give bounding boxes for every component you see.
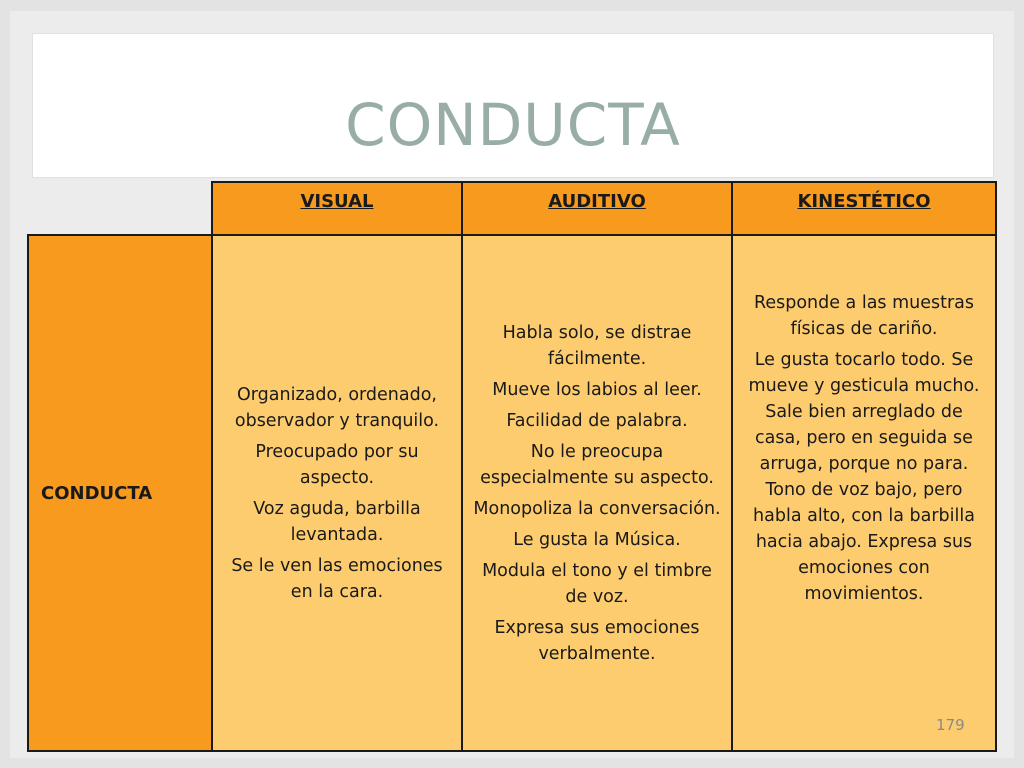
- cell-kinestetico: [731, 234, 997, 752]
- header-auditivo-label: AUDITIVO: [548, 191, 646, 212]
- visual-item: Se le ven las emociones en la cara.: [231, 555, 443, 602]
- slide-title: CONDUCTA: [345, 91, 681, 159]
- cell-visual: [211, 234, 463, 752]
- row-label-text: CONDUCTA: [41, 482, 153, 504]
- row-label-conducta: [27, 234, 213, 752]
- visual-item: Preocupado por su aspecto.: [255, 441, 419, 488]
- auditivo-item: No le preocupa especialmente su aspecto.: [480, 441, 714, 488]
- auditivo-item: Le gusta la Música.: [513, 529, 681, 550]
- page-number: 179: [936, 716, 965, 734]
- visual-item: Voz aguda, barbilla levantada.: [253, 498, 421, 545]
- auditivo-item: Monopoliza la conversación.: [473, 498, 721, 519]
- kinestetico-item: Responde a las muestras físicas de cariño.: [753, 293, 975, 339]
- header-kinestetico: [731, 181, 997, 236]
- header-auditivo: [461, 181, 733, 236]
- header-visual-label: VISUAL: [300, 191, 374, 212]
- header-visual: [211, 181, 463, 236]
- visual-item: Organizado, ordenado, observador y tranquilo.: [234, 384, 440, 431]
- kinestetico-item: Le gusta tocarlo todo. Se mueve y gesticula mucho. Sale bien arreglado de casa, pero en seguida se arruga, porque no para. Tono de voz bajo, pero habla alto, con la barbilla hacia abajo. Expresa sus emociones con movimientos.: [748, 350, 980, 604]
- auditivo-item: Facilidad de palabra.: [506, 410, 688, 431]
- auditivo-item: Mueve los labios al leer.: [492, 379, 702, 400]
- auditivo-item: Modula el tono y el timbre de voz.: [482, 560, 712, 607]
- title-box: [32, 33, 994, 178]
- header-kinestetico-label: KINESTÉTICO: [797, 191, 931, 212]
- auditivo-item: Expresa sus emociones verbalmente.: [494, 617, 700, 664]
- auditivo-item: Habla solo, se distrae fácilmente.: [502, 322, 692, 369]
- cell-auditivo: [461, 234, 733, 752]
